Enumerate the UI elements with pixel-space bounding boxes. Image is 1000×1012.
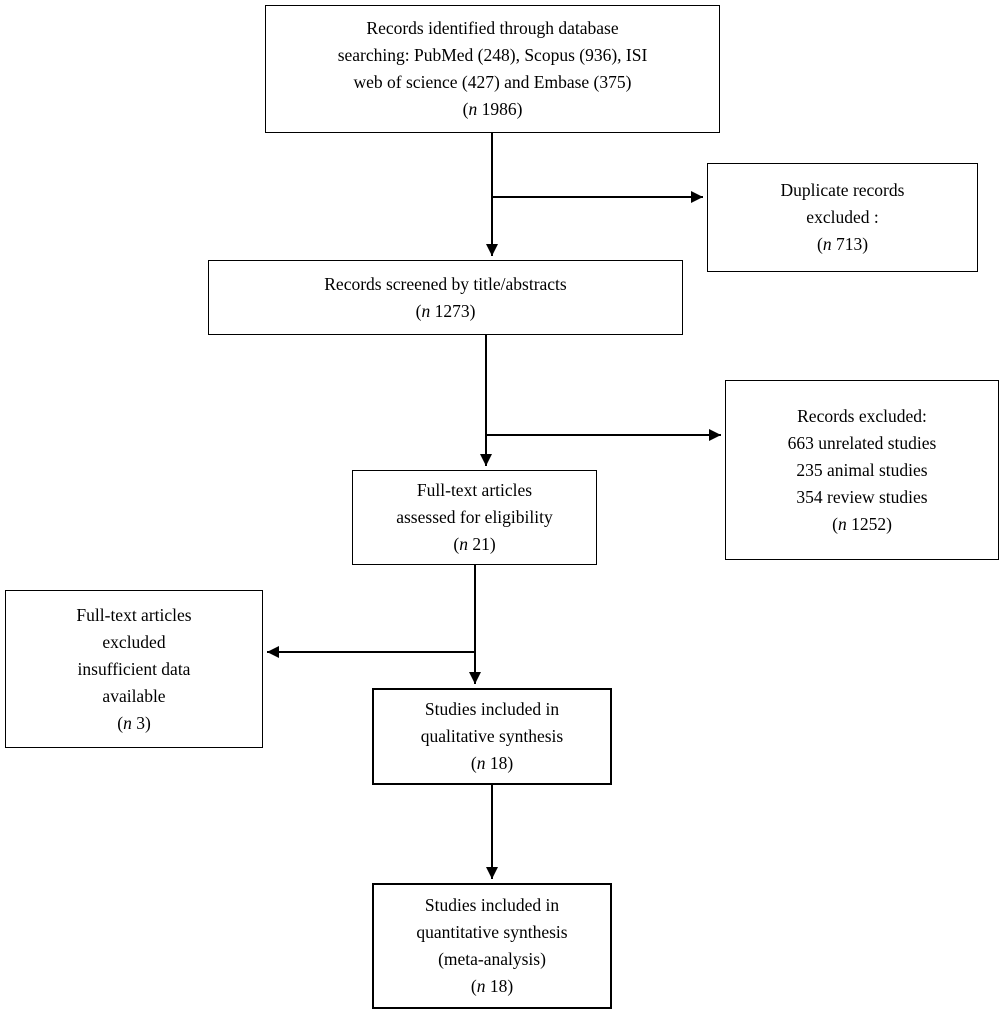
box-text-line: (n 1252) [832,513,892,534]
box-text-line: excluded : [806,207,879,227]
box-text-line: available [102,685,166,706]
box-text-line: (n 21) [453,534,496,554]
box-text-line: (n 1273) [415,300,476,321]
box-text-line: (meta-analysis) [438,949,546,969]
box-text-line: 663 unrelated studies [787,432,937,453]
box-qualitative-included [372,688,612,785]
box-text-line: insufficient data [77,658,191,679]
box-text-line: Studies included in [424,895,560,915]
box-duplicate-records-excluded [707,163,978,272]
box-text-line: qualitative synthesis [420,726,564,746]
box-text-line: quantitative synthesis [416,922,568,942]
box-text-line: (n 713) [816,234,869,254]
box-records-excluded [725,380,999,560]
box-text-line: searching: PubMed (248), Scopus (936), ISI [337,45,648,65]
box-records-identified [265,5,720,133]
box-text-line: Records excluded: [797,405,927,426]
box-text-line: Full-text articles [76,604,192,625]
box-text-line: Full-text articles [416,480,533,500]
box-text-line: (n 18) [470,753,514,773]
box-text-line: Studies included in [424,699,560,719]
box-fulltext-excluded [5,590,263,748]
box-text-line: assessed for eligibility [396,507,553,527]
box-quantitative-included [372,883,612,1009]
box-text-line: 235 animal studies [796,459,928,480]
box-records-screened [208,260,683,335]
box-text-line: 354 review studies [796,486,928,507]
box-text-line: web of science (427) and Embase (375) [353,72,632,92]
box-text-line: excluded [102,631,166,652]
box-fulltext-assessed [352,470,597,565]
box-text-line: (n 18) [470,976,514,996]
box-text-line: (n 1986) [462,99,523,119]
box-text-line: Records screened by title/abstracts [324,273,567,294]
box-text-line: (n 3) [117,712,151,733]
box-text-line: Records identified through database [366,18,619,38]
box-text-line: Duplicate records [780,180,905,200]
